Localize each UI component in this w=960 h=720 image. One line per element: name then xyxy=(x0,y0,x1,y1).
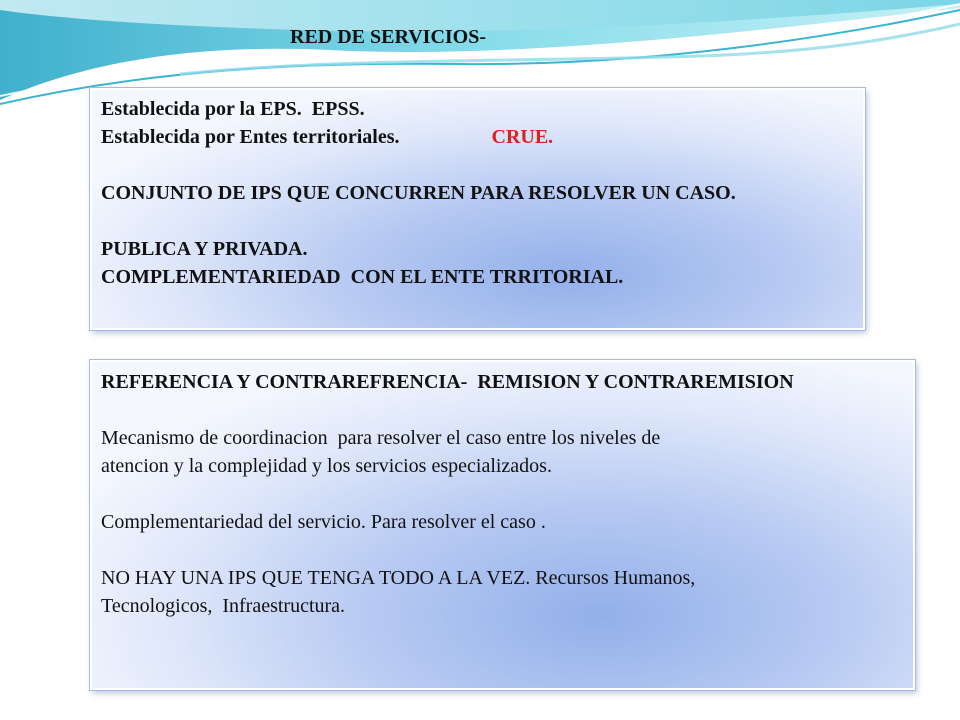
box2-heading: REFERENCIA Y CONTRAREFRENCIA- REMISION Y CONTRAREMISION xyxy=(101,371,794,393)
box1-line-5: COMPLEMENTARIEDAD CON EL ENTE TRRITORIAL. xyxy=(101,266,624,288)
box2-para2: Complementariedad del servicio. Para resolver el caso . xyxy=(101,511,546,533)
box2-para1-line1: Mecanismo de coordinacion para resolver el caso entre los niveles de xyxy=(101,427,661,449)
spacer xyxy=(101,207,863,235)
spacer xyxy=(101,480,913,508)
box2-para3-line2: Tecnologicos, Infraestructura. xyxy=(101,595,346,617)
info-box-red-servicios xyxy=(90,88,865,330)
box2-para3-line1: NO HAY UNA IPS QUE TENGA TODO A LA VEZ. Recursos Humanos, xyxy=(101,567,696,589)
spacer xyxy=(101,536,913,564)
spacer xyxy=(101,151,863,179)
box2-para1-line2: atencion y la complejidad y los servicios especializados. xyxy=(101,455,552,477)
box1-line-2 xyxy=(101,123,863,151)
box1-line-1: Establecida por la EPS. EPSS. xyxy=(101,98,365,120)
spacer xyxy=(101,396,913,424)
box1-line-3: CONJUNTO DE IPS QUE CONCURREN PARA RESOLVER UN CASO. xyxy=(101,182,736,204)
info-box-referencia xyxy=(90,360,915,690)
box1-line-2-text: Establecida por Entes territoriales. xyxy=(101,126,400,148)
crue-label: CRUE. xyxy=(491,126,554,148)
slide-title: RED DE SERVICIOS- xyxy=(290,26,487,48)
box1-line-4: PUBLICA Y PRIVADA. xyxy=(101,238,308,260)
